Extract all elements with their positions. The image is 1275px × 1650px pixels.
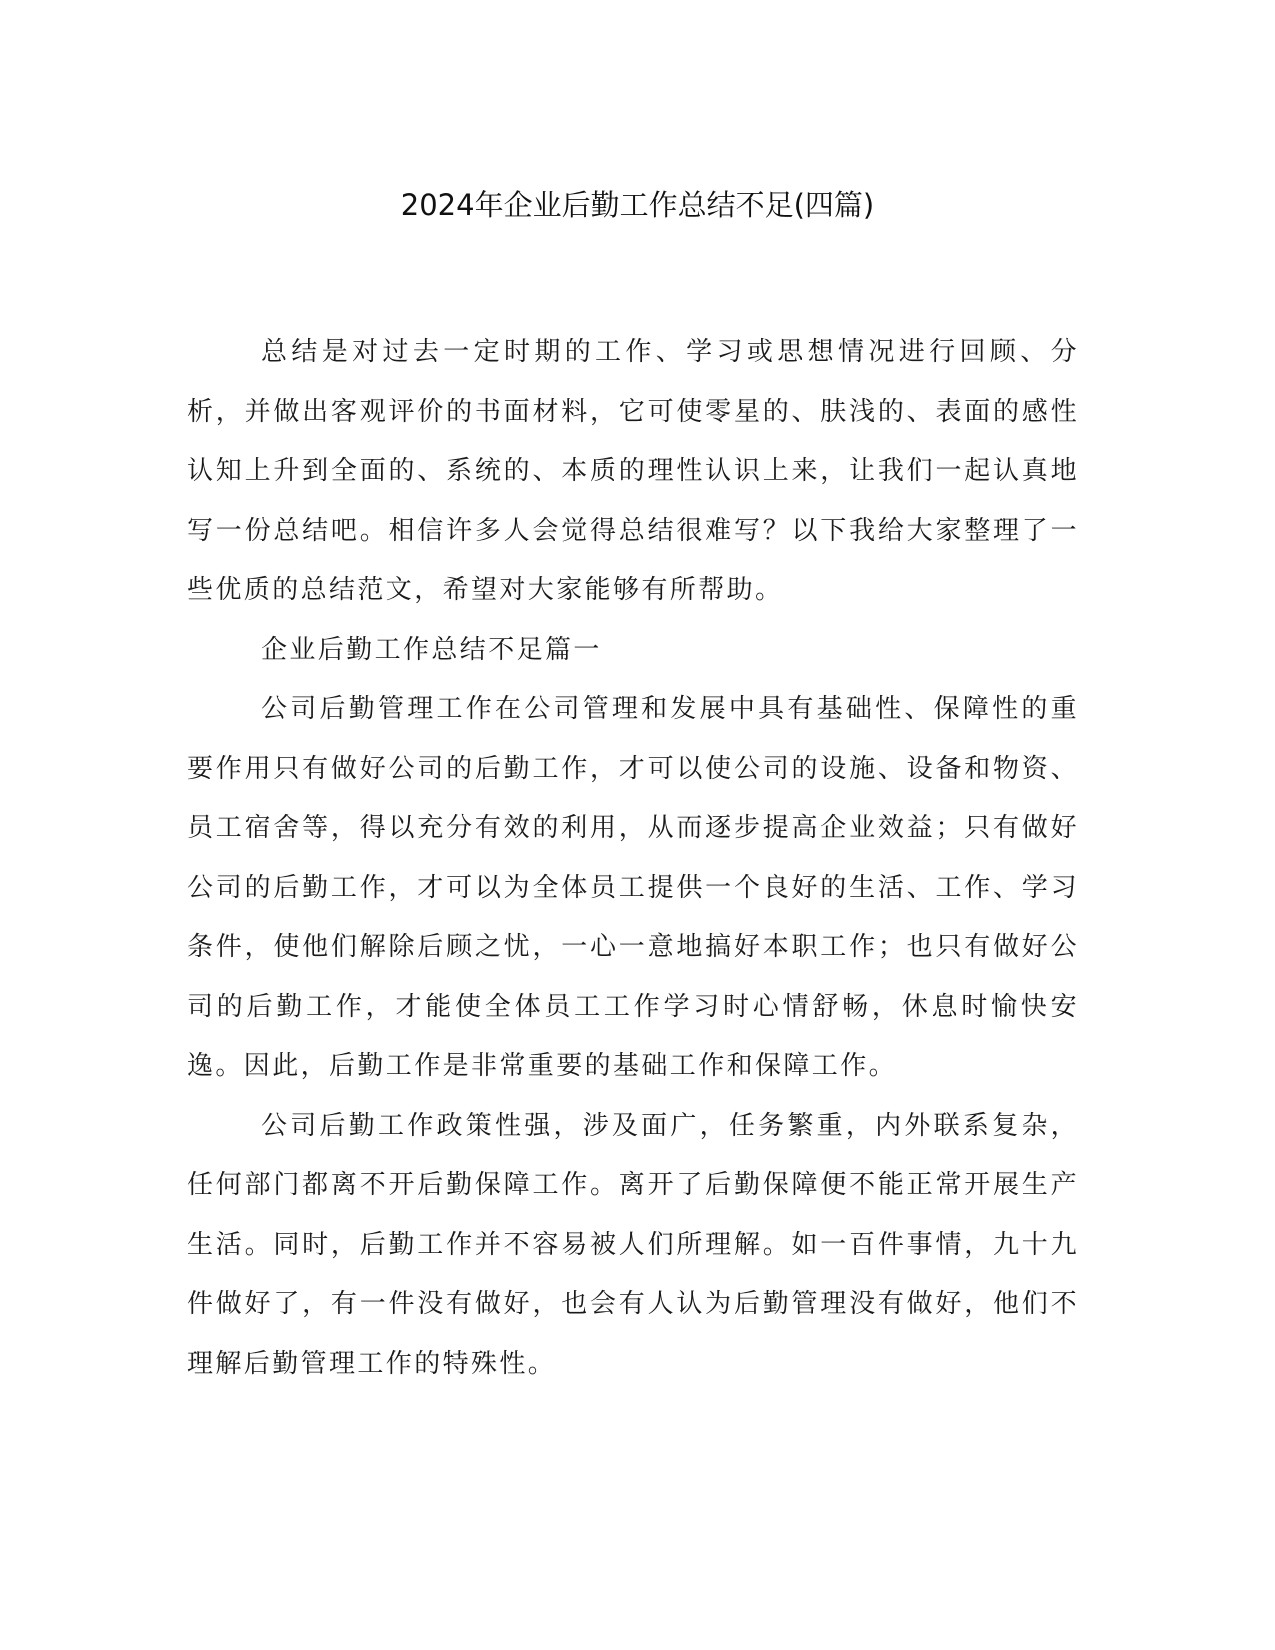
body-paragraph: 公司后勤工作政策性强，涉及面广，任务繁重，内外联系复杂，任何部门都离不开后勤保障工作。离开了后勤保障便不能正常开展生产生活。同时，后勤工作并不容易被人们所理解。如一百件事情，九十九件做好了，有一件没有做好，也会有人认为后勤管理没有做好，他们不理解后勤管理工作的特殊性。: [187, 1110, 1079, 1379]
document-title: 2024年企业后勤工作总结不足(四篇): [400, 188, 875, 222]
document-body: [187, 323, 1079, 1394]
section-heading: 企业后勤工作总结不足篇一: [261, 634, 602, 665]
body-paragraph: 公司后勤管理工作在公司管理和发展中具有基础性、保障性的重要作用只有做好公司的后勤工作，才可以使公司的设施、设备和物资、员工宿舍等，得以充分有效的利用，从而逐步提高企业效益；只有做好公司的后勤工作，才可以为全体员工提供一个良好的生活、工作、学习条件，使他们解除后顾之忧，一心一意地搞好本职工作；也只有做好公司的后勤工作，才能使全体员工工作学习时心情舒畅，休息时愉快安逸。因此，后勤工作是非常重要的基础工作和保障工作。: [187, 694, 1079, 1081]
intro-paragraph: 总结是对过去一定时期的工作、学习或思想情况进行回顾、分析，并做出客观评价的书面材料，它可使零星的、肤浅的、表面的感性认知上升到全面的、系统的、本质的理性认识上来，让我们一起认真地写一份总结吧。相信许多人会觉得总结很难写？以下我给大家整理了一些优质的总结范文，希望对大家能够有所帮助。: [187, 337, 1079, 605]
